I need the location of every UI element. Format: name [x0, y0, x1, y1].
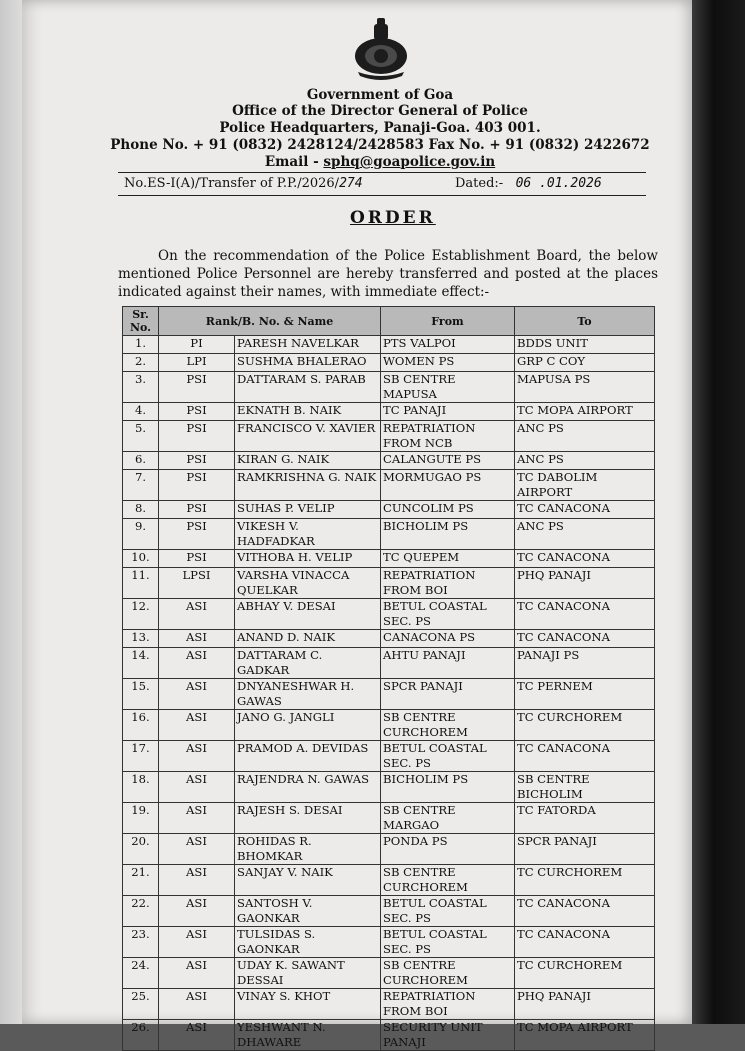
row-from: PTS VALPOI	[381, 336, 515, 354]
row-from: SB CENTRE MAPUSA	[381, 372, 515, 403]
row-from: CALANGUTE PS	[381, 452, 515, 470]
reference-handwritten-number: 274	[339, 176, 363, 191]
reference-line	[118, 172, 646, 196]
email-label: Email -	[264, 154, 324, 170]
row-to: TC CANACONA	[515, 927, 655, 958]
row-sr-no: 10.	[123, 550, 159, 568]
row-to: ANC PS	[515, 519, 655, 550]
row-name: UDAY K. SAWANT DESSAI	[235, 958, 381, 989]
row-rank: PSI	[159, 421, 235, 452]
row-to: MAPUSA PS	[515, 372, 655, 403]
row-from: SPCR PANAJI	[381, 679, 515, 710]
row-to: ANC PS	[515, 421, 655, 452]
row-sr-no: 6.	[123, 452, 159, 470]
row-sr-no: 13.	[123, 630, 159, 648]
row-to: PHQ PANAJI	[515, 568, 655, 599]
row-to: SPCR PANAJI	[515, 834, 655, 865]
row-from: PONDA PS	[381, 834, 515, 865]
table-header-row	[123, 307, 655, 336]
row-to: TC CURCHOREM	[515, 958, 655, 989]
row-rank: PSI	[159, 519, 235, 550]
address-line: Police Headquarters, Panaji-Goa. 403 001.	[219, 120, 541, 136]
row-name: ANAND D. NAIK	[235, 630, 381, 648]
reference-prefix: No.ES-I(A)/Transfer of P.P./2026/	[124, 176, 340, 191]
row-sr-no: 17.	[123, 741, 159, 772]
row-rank: ASI	[159, 865, 235, 896]
row-sr-no: 8.	[123, 501, 159, 519]
row-from: BETUL COASTAL SEC. PS	[381, 741, 515, 772]
row-name: SANTOSH V. GAONKAR	[235, 896, 381, 927]
row-rank: ASI	[159, 648, 235, 679]
email-address: sphq@goapolice.gov.in	[323, 154, 496, 170]
row-sr-no: 20.	[123, 834, 159, 865]
row-rank: ASI	[159, 710, 235, 741]
row-name: RAJESH S. DESAI	[235, 803, 381, 834]
row-sr-no: 2.	[123, 354, 159, 372]
row-to: TC CURCHOREM	[515, 865, 655, 896]
row-rank: PSI	[159, 372, 235, 403]
row-from: BETUL COASTAL SEC. PS	[381, 927, 515, 958]
row-to: TC CANACONA	[515, 630, 655, 648]
table-row	[123, 679, 655, 710]
email-line	[100, 154, 660, 170]
row-rank: PSI	[159, 501, 235, 519]
table-row	[123, 1020, 655, 1051]
police-emblem-icon	[348, 14, 414, 80]
row-from: BETUL COASTAL SEC. PS	[381, 599, 515, 630]
row-from: TC PANAJI	[381, 403, 515, 421]
row-rank: ASI	[159, 1020, 235, 1051]
row-from: AHTU PANAJI	[381, 648, 515, 679]
row-name: VARSHA VINACCA QUELKAR	[235, 568, 381, 599]
row-name: YESHWANT N. DHAWARE	[235, 1020, 381, 1051]
row-name: EKNATH B. NAIK	[235, 403, 381, 421]
row-from: BICHOLIM PS	[381, 772, 515, 803]
row-to: TC DABOLIM AIRPORT	[515, 470, 655, 501]
row-sr-no: 3.	[123, 372, 159, 403]
date-label: Dated:-	[455, 176, 504, 191]
row-sr-no: 15.	[123, 679, 159, 710]
row-name: VITHOBA H. VELIP	[235, 550, 381, 568]
row-name: VINAY S. KHOT	[235, 989, 381, 1020]
row-from: MORMUGAO PS	[381, 470, 515, 501]
government-heading: Government of Goa	[306, 87, 454, 103]
reference-number	[124, 176, 363, 191]
row-sr-no: 18.	[123, 772, 159, 803]
table-row	[123, 519, 655, 550]
row-rank: ASI	[159, 630, 235, 648]
row-name: RAMKRISHNA G. NAIK	[235, 470, 381, 501]
row-to: TC MOPA AIRPORT	[515, 1020, 655, 1051]
row-to: TC CANACONA	[515, 741, 655, 772]
table-row	[123, 568, 655, 599]
table-row	[123, 896, 655, 927]
header-from: From	[381, 307, 515, 336]
row-rank: PSI	[159, 403, 235, 421]
page-left-edge	[0, 0, 22, 1024]
row-from: REPATRIATION FROM NCB	[381, 421, 515, 452]
office-heading: Office of the Director General of Police	[232, 103, 528, 119]
row-from: CUNCOLIM PS	[381, 501, 515, 519]
table-row	[123, 958, 655, 989]
row-from: CANACONA PS	[381, 630, 515, 648]
row-from: SB CENTRE CURCHOREM	[381, 958, 515, 989]
row-sr-no: 23.	[123, 927, 159, 958]
row-name: PARESH NAVELKAR	[235, 336, 381, 354]
row-name: RAJENDRA N. GAWAS	[235, 772, 381, 803]
table-row	[123, 550, 655, 568]
order-title: ORDER	[350, 208, 436, 228]
table-row	[123, 803, 655, 834]
date-value: 06 .01.2026	[515, 176, 602, 191]
table-row	[123, 354, 655, 372]
table-row	[123, 989, 655, 1020]
row-from: SB CENTRE CURCHOREM	[381, 710, 515, 741]
header-rank-name: Rank/B. No. & Name	[159, 307, 381, 336]
table-row	[123, 927, 655, 958]
row-rank: LPI	[159, 354, 235, 372]
row-to: PHQ PANAJI	[515, 989, 655, 1020]
row-to: PANAJI PS	[515, 648, 655, 679]
row-to: TC FATORDA	[515, 803, 655, 834]
row-name: FRANCISCO V. XAVIER	[235, 421, 381, 452]
row-to: BDDS UNIT	[515, 336, 655, 354]
table-row	[123, 865, 655, 896]
row-sr-no: 22.	[123, 896, 159, 927]
row-rank: ASI	[159, 834, 235, 865]
row-to: TC CANACONA	[515, 599, 655, 630]
row-to: TC CANACONA	[515, 550, 655, 568]
table-row	[123, 599, 655, 630]
row-name: DNYANESHWAR H. GAWAS	[235, 679, 381, 710]
row-sr-no: 5.	[123, 421, 159, 452]
row-rank: ASI	[159, 741, 235, 772]
table-row	[123, 372, 655, 403]
row-sr-no: 14.	[123, 648, 159, 679]
row-rank: ASI	[159, 772, 235, 803]
row-from: SB CENTRE MARGAO	[381, 803, 515, 834]
row-rank: PSI	[159, 470, 235, 501]
row-from: SECURITY UNIT PANAJI	[381, 1020, 515, 1051]
row-sr-no: 11.	[123, 568, 159, 599]
row-to: TC CURCHOREM	[515, 710, 655, 741]
row-from: TC QUEPEM	[381, 550, 515, 568]
table-row	[123, 772, 655, 803]
row-rank: PI	[159, 336, 235, 354]
row-sr-no: 1.	[123, 336, 159, 354]
row-name: JANO G. JANGLI	[235, 710, 381, 741]
row-sr-no: 25.	[123, 989, 159, 1020]
row-rank: LPSI	[159, 568, 235, 599]
row-sr-no: 7.	[123, 470, 159, 501]
table-row	[123, 834, 655, 865]
row-rank: ASI	[159, 803, 235, 834]
table-row	[123, 336, 655, 354]
row-sr-no: 16.	[123, 710, 159, 741]
table-row	[123, 421, 655, 452]
row-to: TC PERNEM	[515, 679, 655, 710]
row-name: ABHAY V. DESAI	[235, 599, 381, 630]
row-to: TC CANACONA	[515, 501, 655, 519]
row-to: ANC PS	[515, 452, 655, 470]
row-from: REPATRIATION FROM BOI	[381, 989, 515, 1020]
transfer-table	[122, 306, 655, 1051]
row-to: SB CENTRE BICHOLIM	[515, 772, 655, 803]
table-row	[123, 630, 655, 648]
row-from: BETUL COASTAL SEC. PS	[381, 896, 515, 927]
intro-paragraph: On the recommendation of the Police Establishment Board, the below mentioned Police Personnel are hereby transferred and posted at the places indicated against their names, with immediate effect:-	[118, 248, 658, 300]
table-row	[123, 501, 655, 519]
row-rank: ASI	[159, 599, 235, 630]
table-row	[123, 403, 655, 421]
row-from: REPATRIATION FROM BOI	[381, 568, 515, 599]
header-to: To	[515, 307, 655, 336]
row-rank: ASI	[159, 679, 235, 710]
row-rank: PSI	[159, 452, 235, 470]
row-name: ROHIDAS R. BHOMKAR	[235, 834, 381, 865]
row-name: PRAMOD A. DEVIDAS	[235, 741, 381, 772]
row-name: DATTARAM C. GADKAR	[235, 648, 381, 679]
row-from: WOMEN PS	[381, 354, 515, 372]
row-rank: PSI	[159, 550, 235, 568]
reference-date	[455, 176, 602, 191]
row-sr-no: 19.	[123, 803, 159, 834]
row-name: KIRAN G. NAIK	[235, 452, 381, 470]
table-row	[123, 470, 655, 501]
table-row	[123, 452, 655, 470]
row-rank: ASI	[159, 958, 235, 989]
row-sr-no: 21.	[123, 865, 159, 896]
row-rank: ASI	[159, 896, 235, 927]
row-from: BICHOLIM PS	[381, 519, 515, 550]
page-shadow-edge	[692, 0, 745, 1024]
row-to: GRP C COY	[515, 354, 655, 372]
row-name: TULSIDAS S. GAONKAR	[235, 927, 381, 958]
row-sr-no: 9.	[123, 519, 159, 550]
table-row	[123, 648, 655, 679]
row-sr-no: 12.	[123, 599, 159, 630]
table-row	[123, 741, 655, 772]
row-name: VIKESH V. HADFADKAR	[235, 519, 381, 550]
row-name: SUHAS P. VELIP	[235, 501, 381, 519]
table-row	[123, 710, 655, 741]
row-name: SUSHMA BHALERAO	[235, 354, 381, 372]
row-to: TC CANACONA	[515, 896, 655, 927]
row-rank: ASI	[159, 989, 235, 1020]
row-name: SANJAY V. NAIK	[235, 865, 381, 896]
phone-fax-line: Phone No. + 91 (0832) 2428124/2428583 Fax No. + 91 (0832) 2422672	[110, 137, 650, 153]
row-sr-no: 26.	[123, 1020, 159, 1051]
table-body	[123, 336, 655, 1051]
row-to: TC MOPA AIRPORT	[515, 403, 655, 421]
row-sr-no: 4.	[123, 403, 159, 421]
row-sr-no: 24.	[123, 958, 159, 989]
row-rank: ASI	[159, 927, 235, 958]
row-name: DATTARAM S. PARAB	[235, 372, 381, 403]
row-from: SB CENTRE CURCHOREM	[381, 865, 515, 896]
header-sr-no: Sr. No.	[123, 307, 159, 336]
